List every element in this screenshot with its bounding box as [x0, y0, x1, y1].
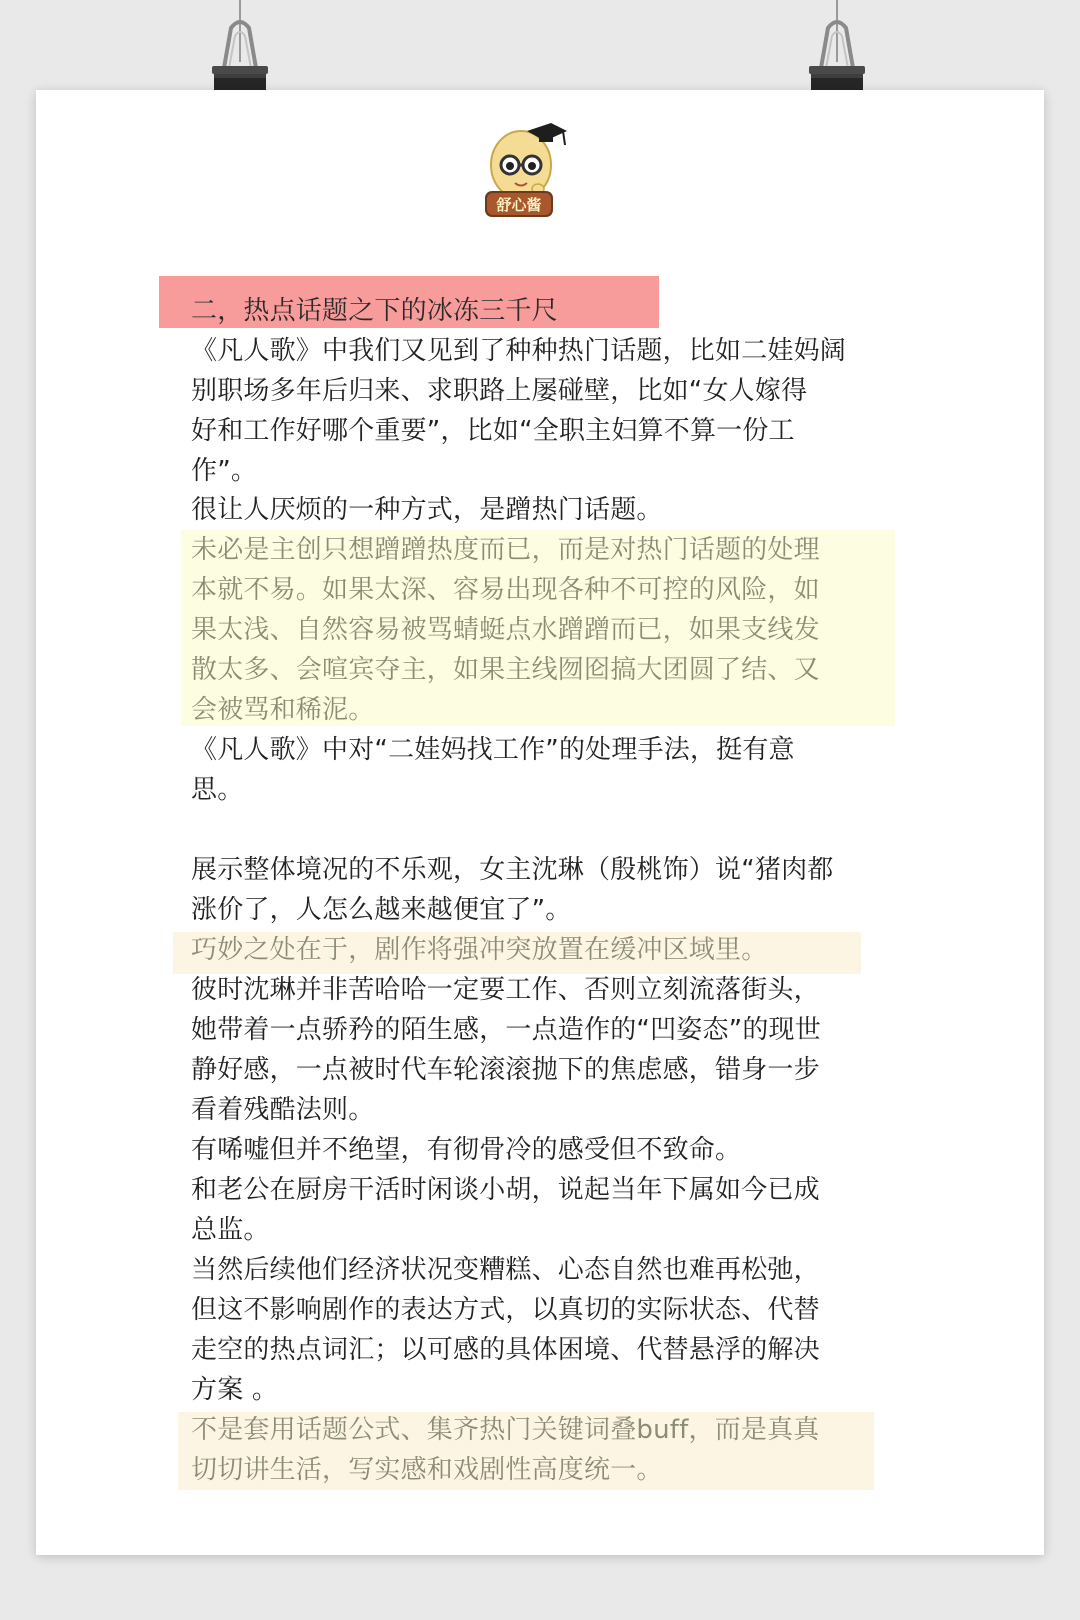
- text-line: 涨价了，人怎么越来越便宜了”。: [191, 895, 572, 925]
- cartoon-character-icon: [475, 115, 575, 225]
- text-line: 巧妙之处在于，剧作将强冲突放置在缓冲区域里。: [191, 935, 768, 965]
- text-line: 和老公在厨房干活时闲谈小胡，说起当年下属如今已成: [191, 1175, 820, 1205]
- section-heading: 二，热点话题之下的冰冻三千尺: [191, 296, 558, 326]
- text-line: 会被骂和稀泥。: [191, 695, 375, 725]
- text-line: 总监。: [191, 1215, 270, 1245]
- text-line: 彼时沈琳并非苦哈哈一定要工作、否则立刻流落街头，: [191, 975, 820, 1005]
- text-line: 走空的热点词汇；以可感的具体困境、代替悬浮的解决: [191, 1335, 820, 1365]
- text-line: 静好感，一点被时代车轮滚滚抛下的焦虑感，错身一步: [191, 1055, 820, 1085]
- text-line: 《凡人歌》中对“二娃妈找工作”的处理手法，挺有意: [191, 735, 795, 765]
- right-binder-clip-icon: [807, 0, 867, 104]
- text-line: 思。: [191, 775, 244, 805]
- text-line: 看着残酷法则。: [191, 1095, 375, 1125]
- text-line: 当然后续他们经济状况变糟糕、心态自然也难再松弛，: [191, 1255, 820, 1285]
- text-line: 本就不易。如果太深、容易出现各种不可控的风险，如: [191, 575, 820, 605]
- left-binder-clip-icon: [210, 0, 270, 104]
- text-line: 未必是主创只想蹭蹭热度而已，而是对热门话题的处理: [191, 535, 820, 565]
- text-line: 切切讲生活，写实感和戏剧性高度统一。: [191, 1455, 663, 1485]
- text-line: 好和工作好哪个重要”，比如“全职主妇算不算一份工: [191, 416, 795, 446]
- text-line: 但这不影响剧作的表达方式，以真切的实际状态、代替: [191, 1295, 820, 1325]
- text-line: 她带着一点骄矜的陌生感，一点造作的“凹姿态”的现世: [191, 1015, 821, 1045]
- text-line: 不是套用话题公式、集齐热门关键词叠buff，而是真真: [191, 1415, 820, 1445]
- text-line: 有唏嘘但并不绝望，有彻骨冷的感受但不致命。: [191, 1135, 742, 1165]
- text-line: 很让人厌烦的一种方式，是蹭热门话题。: [191, 495, 663, 525]
- text-line: 别职场多年后归来、求职路上屡碰壁，比如“女人嫁得: [191, 376, 808, 406]
- text-line: 展示整体境况的不乐观，女主沈琳（殷桃饰）说“猪肉都: [191, 855, 834, 885]
- brand-logo: [475, 115, 575, 225]
- text-line: 《凡人歌》中我们又见到了种种热门话题，比如二娃妈阔: [191, 336, 847, 366]
- text-line: 作”。: [191, 456, 258, 486]
- text-line: 果太浅、自然容易被骂蜻蜓点水蹭蹭而已，如果支线发: [191, 615, 820, 645]
- text-line: 散太多、会喧宾夺主，如果主线囫囵搞大团圆了结、又: [191, 655, 820, 685]
- logo-text: 舒心酱: [496, 196, 542, 214]
- text-line: 方案 。: [191, 1375, 279, 1405]
